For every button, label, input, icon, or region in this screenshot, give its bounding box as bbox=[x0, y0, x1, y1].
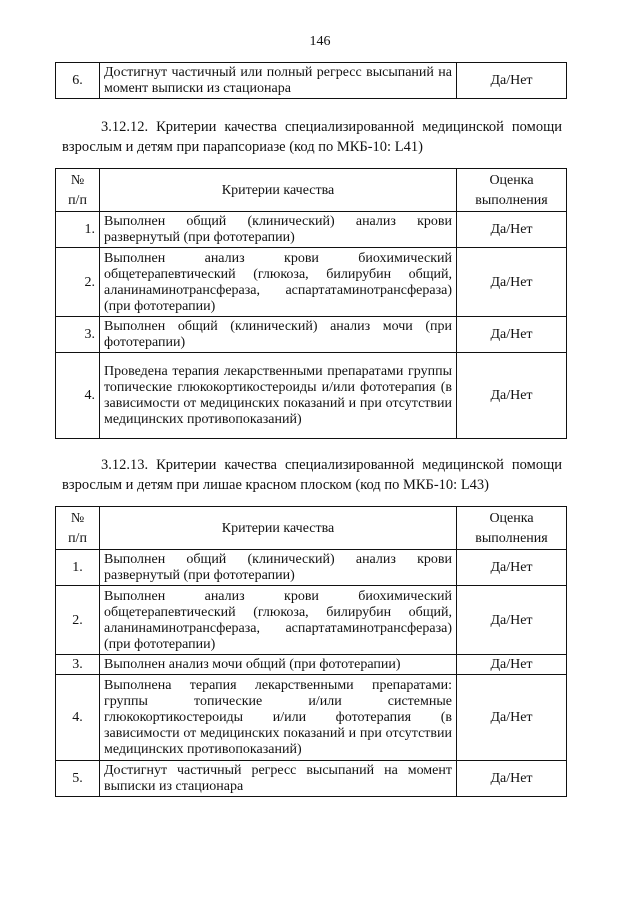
row-result: Да/Нет bbox=[457, 761, 567, 797]
row-number: 2. bbox=[56, 586, 100, 655]
row-result: Да/Нет bbox=[457, 586, 567, 655]
row-result: Да/Нет bbox=[457, 63, 567, 99]
row-number: 3. bbox=[56, 317, 100, 353]
page-number: 146 bbox=[309, 34, 331, 49]
criteria-table-parapsoriasis bbox=[55, 168, 567, 439]
row-result: Да/Нет bbox=[457, 550, 567, 586]
row-criterion: Выполнен общий (клинический) анализ мочи (при фототерапии) bbox=[100, 317, 457, 353]
row-criterion: Достигнут частичный или полный регресс высыпаний на момент выписки из стационара bbox=[100, 63, 457, 99]
row-number: 3. bbox=[56, 655, 100, 675]
table-header-row bbox=[56, 507, 567, 550]
header-criteria: Критерии качества bbox=[100, 507, 457, 550]
row-number: 5. bbox=[56, 761, 100, 797]
row-criterion: Достигнут частичный регресс высыпаний на момент выписки из стационара bbox=[100, 761, 457, 797]
header-result bbox=[457, 169, 567, 212]
row-criterion: Выполнен общий (клинический) анализ крови развернутый (при фототерапии) bbox=[100, 550, 457, 586]
header-result-line1: Оценка bbox=[489, 510, 534, 526]
row-number: 4. bbox=[56, 353, 100, 439]
table-row bbox=[56, 586, 567, 655]
header-result bbox=[457, 507, 567, 550]
row-number: 6. bbox=[56, 63, 100, 99]
table-row bbox=[56, 248, 567, 317]
header-number-line2: п/п bbox=[68, 530, 87, 546]
row-criterion: Выполнен анализ мочи общий (при фототерапии) bbox=[100, 655, 457, 675]
table-row bbox=[56, 675, 567, 761]
header-result-line2: выполнения bbox=[475, 530, 548, 546]
row-result: Да/Нет bbox=[457, 353, 567, 439]
table-row bbox=[56, 353, 567, 439]
row-criterion: Проведена терапия лекарственными препаратами группы топические глюкокортикостероиды и/или фототерапия (в зависимости от медицинских показаний и при отсутствии медицинских противопоказаний) bbox=[100, 353, 457, 439]
row-result: Да/Нет bbox=[457, 655, 567, 675]
header-result-line2: выполнения bbox=[475, 192, 548, 208]
row-result: Да/Нет bbox=[457, 212, 567, 248]
header-number-line2: п/п bbox=[68, 192, 87, 208]
table-row bbox=[56, 550, 567, 586]
header-number bbox=[56, 169, 100, 212]
table-row bbox=[56, 63, 567, 99]
row-result: Да/Нет bbox=[457, 248, 567, 317]
row-number: 1. bbox=[56, 550, 100, 586]
row-criterion: Выполнен анализ крови биохимический общетерапевтический (глюкоза, билирубин общий, аланинаминотрансфераза, аспартатаминотрансфераза) (при фототерапии) bbox=[100, 248, 457, 317]
row-number: 2. bbox=[56, 248, 100, 317]
header-criteria: Критерии качества bbox=[100, 169, 457, 212]
header-result-line1: Оценка bbox=[489, 172, 534, 188]
table-row bbox=[56, 212, 567, 248]
header-number-line1: № bbox=[70, 510, 85, 526]
row-criterion: Выполнен общий (клинический) анализ крови развернутый (при фототерапии) bbox=[100, 212, 457, 248]
section-heading: 3.12.13. Критерии качества специализированной медицинской помощи взрослым и детям при лишае красном плоском (код по МКБ-10: L43) bbox=[62, 457, 562, 493]
row-number: 4. bbox=[56, 675, 100, 761]
criteria-table-continued bbox=[55, 62, 567, 99]
row-result: Да/Нет bbox=[457, 675, 567, 761]
table-row bbox=[56, 655, 567, 675]
header-number-line1: № bbox=[70, 172, 85, 188]
section-heading: 3.12.12. Критерии качества специализированной медицинской помощи взрослым и детям при парапсориазе (код по МКБ-10: L41) bbox=[62, 119, 562, 155]
table-row bbox=[56, 317, 567, 353]
header-number bbox=[56, 507, 100, 550]
row-criterion: Выполнен анализ крови биохимический общетерапевтический (глюкоза, билирубин общий, аланинаминотрансфераза, аспартатаминотрансфераза) (при фототерапии) bbox=[100, 586, 457, 655]
table-row bbox=[56, 761, 567, 797]
table-header-row bbox=[56, 169, 567, 212]
row-number: 1. bbox=[56, 212, 100, 248]
row-result: Да/Нет bbox=[457, 317, 567, 353]
row-criterion: Выполнена терапия лекарственными препаратами: группы топические и/или системные глюкокортикостероиды и/или фототерапия (в зависимости от медицинских показаний и при отсутствии медицинских противопоказаний) bbox=[100, 675, 457, 761]
criteria-table-lichen-planus bbox=[55, 506, 567, 797]
